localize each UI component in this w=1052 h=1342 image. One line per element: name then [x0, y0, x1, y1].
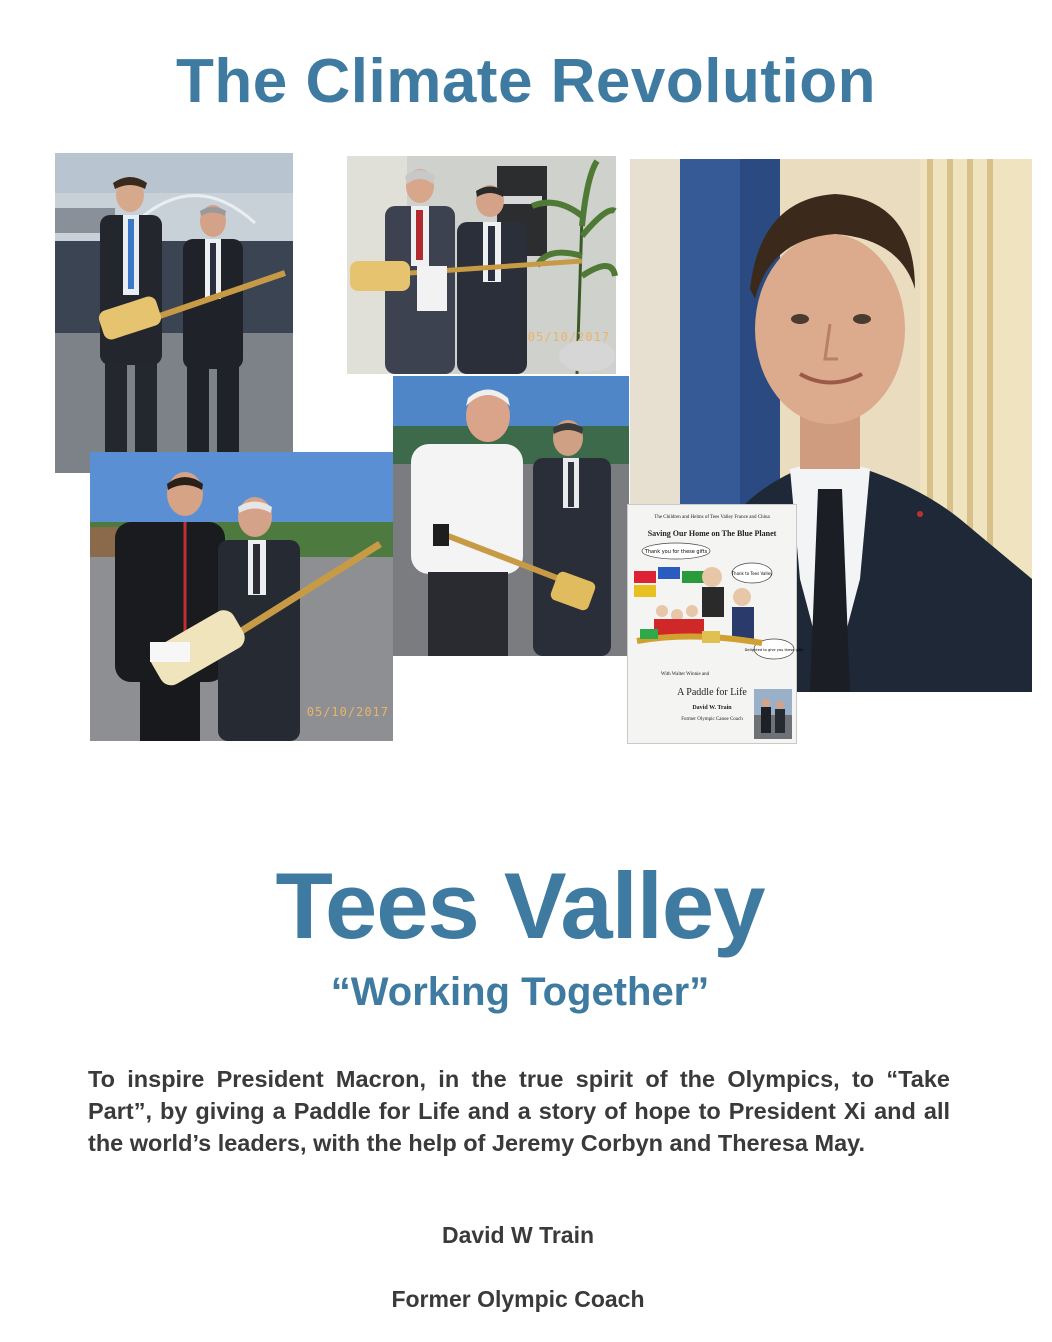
main-subtitle: “Working Together”: [330, 970, 710, 1014]
book-cover: [627, 504, 804, 744]
book-subtitle: The Children and Helms of Tees Valley France and China: [654, 515, 770, 520]
main-title: Tees Valley: [275, 853, 765, 958]
photo-running-jacket: [90, 452, 393, 741]
body-paragraph: To inspire President Macron, in the true spirit of the Olympics, to “Take Part”, by giving a Paddle for Life and a story of hope to President Xi and all the world’s leaders, with the help of Jeremy Corbyn and Theresa May.: [88, 1066, 950, 1156]
book-main-title: A Paddle for Life: [677, 687, 747, 698]
book-author: David W. Train: [692, 705, 732, 711]
photo-indoor-paddle: [347, 156, 616, 374]
speech-bubble-3: Delighted to give you these gifts: [744, 648, 804, 652]
author-name: David W Train: [441, 1222, 595, 1248]
speech-bubble-1: Thank you for these gifts: [644, 549, 708, 555]
speech-bubble-2: Thank to Tees Valley: [731, 571, 773, 576]
book-mini-photo: [754, 689, 792, 739]
photo-quayside-bridge: [55, 153, 293, 473]
page-title: The Climate Revolution: [176, 47, 876, 116]
book-with-line: With Walter Winnie and: [660, 672, 710, 677]
photo-date-stamp: 05/10/2017: [527, 330, 610, 344]
photo-white-shirt: [393, 376, 629, 656]
book-author-role: Former Olympic Canoe Coach: [681, 717, 743, 722]
book-title: Saving Our Home on The Blue Planet: [647, 529, 777, 538]
author-role: Former Olympic Coach: [391, 1286, 645, 1312]
book-illustration: [632, 541, 804, 659]
photo-date-stamp: 05/10/2017: [306, 705, 389, 719]
